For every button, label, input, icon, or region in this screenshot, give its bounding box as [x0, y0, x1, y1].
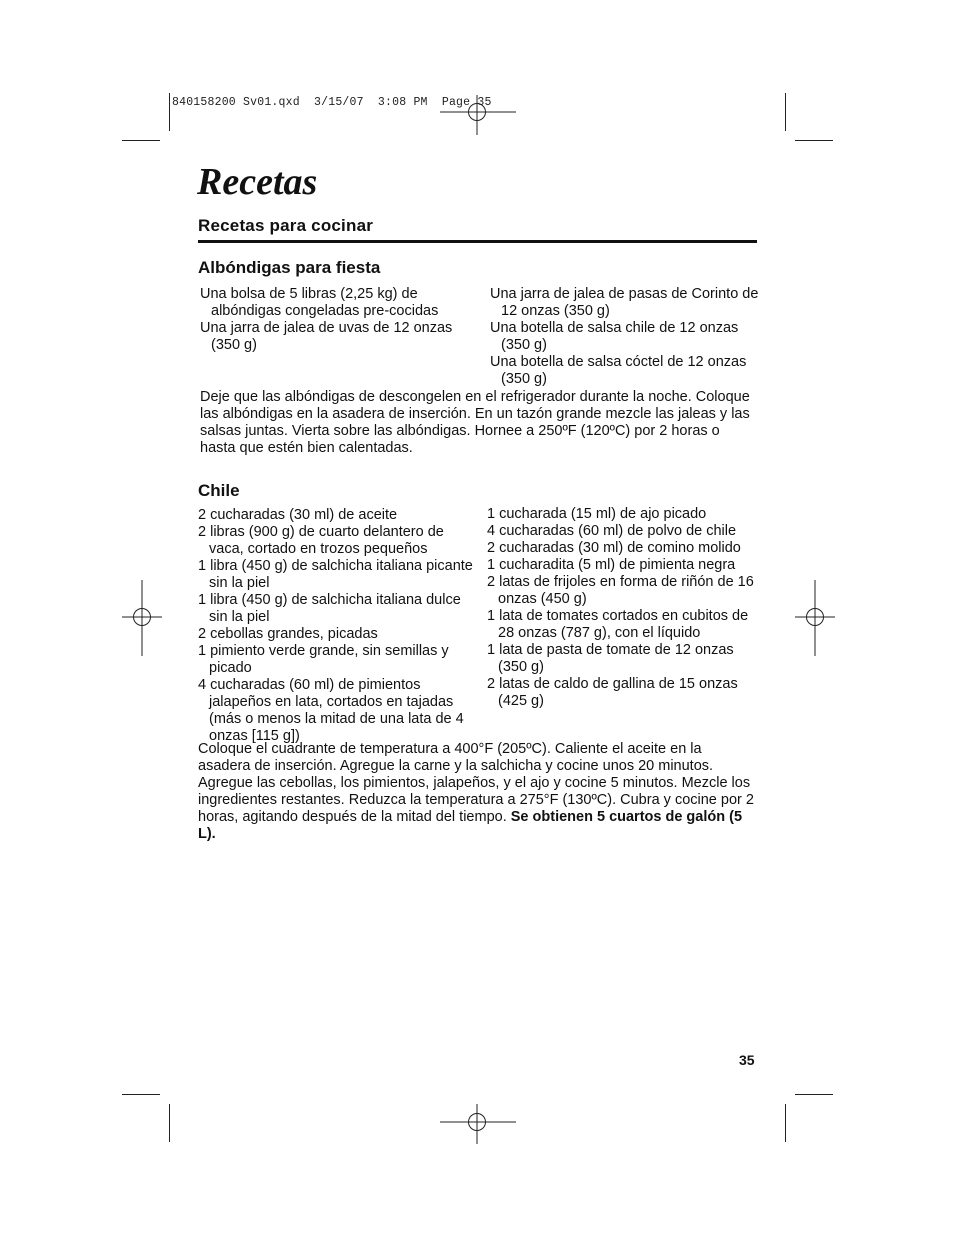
ingredient-list-left [200, 286, 470, 354]
ingredient-item: 1 lata de pasta de tomate de 12 onzas (350 g) [487, 642, 734, 675]
ingredient-item: Una botella de salsa chile de 12 onzas (350 g) [490, 320, 739, 353]
page-number: 35 [739, 1052, 755, 1068]
ingredient-item: 2 cucharadas (30 ml) de aceite [198, 507, 398, 523]
ingredient-item: 1 cucharada (15 ml) de ajo picado [487, 506, 707, 522]
crop-mark [795, 1094, 833, 1095]
registration-mark-icon [440, 1104, 516, 1144]
ingredient-item: 1 libra (450 g) de salchicha italiana dulce sin la piel [198, 592, 461, 625]
crop-mark [169, 1104, 170, 1142]
ingredient-item: 1 pimiento verde grande, sin semillas y picado [198, 643, 449, 676]
registration-mark-icon [122, 580, 162, 656]
crop-mark [122, 140, 160, 141]
ingredient-list-right [487, 506, 762, 710]
ingredient-item: 2 cebollas grandes, picadas [198, 626, 378, 642]
ingredient-list-right [490, 286, 760, 388]
ingredient-item: 4 cucharadas (60 ml) de pimientos jalapeños en lata, cortados en tajadas (más o menos la mitad de una lata de 4 onzas [115 g]) [198, 677, 464, 744]
printer-slug: 840158200 Sv01.qxd 3/15/07 3:08 PM Page 35 [172, 96, 492, 109]
method-text: Coloque el cuadrante de temperatura a 400°F (205ºC). Caliente el aceite en la asadera de inserción. Agregue la carne y la salchicha y cocine unos 20 minutos. Agregue las cebollas, los pimientos, jalapeños, y el ajo y cocine 5 minutos. Mezcle los ingredientes restantes. Reduzca la temperatura a 275°F (130ºC). Cubra y cocine por 2 horas, agitando después de la mitad del tiempo. [198, 741, 754, 825]
crop-mark [122, 1094, 160, 1095]
ingredient-item: 1 libra (450 g) de salchicha italiana picante sin la piel [198, 558, 473, 591]
ingredient-item: 2 latas de frijoles en forma de riñón de 16 onzas (450 g) [487, 574, 754, 607]
recipe-yield: Se obtienen 5 cuartos de galón (5 L). [198, 809, 743, 842]
ingredient-list-left [198, 507, 473, 745]
ingredient-item: Una bolsa de 5 libras (2,25 kg) de albóndigas congeladas pre-cocidas [200, 286, 439, 319]
registration-mark-icon [440, 95, 516, 135]
ingredient-item: 4 cucharadas (60 ml) de polvo de chile [487, 523, 737, 539]
recipe-title-albondigas: Albóndigas para fiesta [198, 258, 381, 277]
recipe-method-chile [198, 741, 758, 843]
ingredient-item: 1 lata de tomates cortados en cubitos de 28 onzas (787 g), con el líquido [487, 608, 749, 641]
crop-mark [785, 1104, 786, 1142]
crop-mark [785, 93, 786, 131]
ingredient-item: Una jarra de jalea de pasas de Corinto de 12 onzas (350 g) [490, 286, 759, 319]
recipe-title-chile: Chile [198, 481, 240, 500]
ingredient-item: 2 latas de caldo de gallina de 15 onzas (425 g) [487, 676, 738, 709]
crop-mark [169, 93, 170, 131]
ingredient-item: 2 cucharadas (30 ml) de comino molido [487, 540, 741, 556]
registration-mark-icon [795, 580, 835, 656]
ingredient-item: 1 cucharadita (5 ml) de pimienta negra [487, 557, 736, 573]
ingredient-item: Una botella de salsa cóctel de 12 onzas (350 g) [490, 354, 747, 387]
ingredient-item: Una jarra de jalea de uvas de 12 onzas (350 g) [200, 320, 453, 353]
section-heading: Recetas para cocinar [198, 216, 757, 243]
recipe-method-albondigas: Deje que las albóndigas de descongelen en el refrigerador durante la noche. Coloque las albóndigas en la asadera de inserción. En un tazón grande mezcle las jaleas y las salsas juntas. Vierta sobre las albóndigas. Hornee a 250ºF (120ºC) por 2 horas o hasta que estén bien calentadas. [200, 389, 750, 456]
ingredient-item: 2 libras (900 g) de cuarto delantero de vaca, cortado en trozos pequeños [198, 524, 444, 557]
crop-mark [795, 140, 833, 141]
page-title: Recetas [197, 161, 318, 203]
